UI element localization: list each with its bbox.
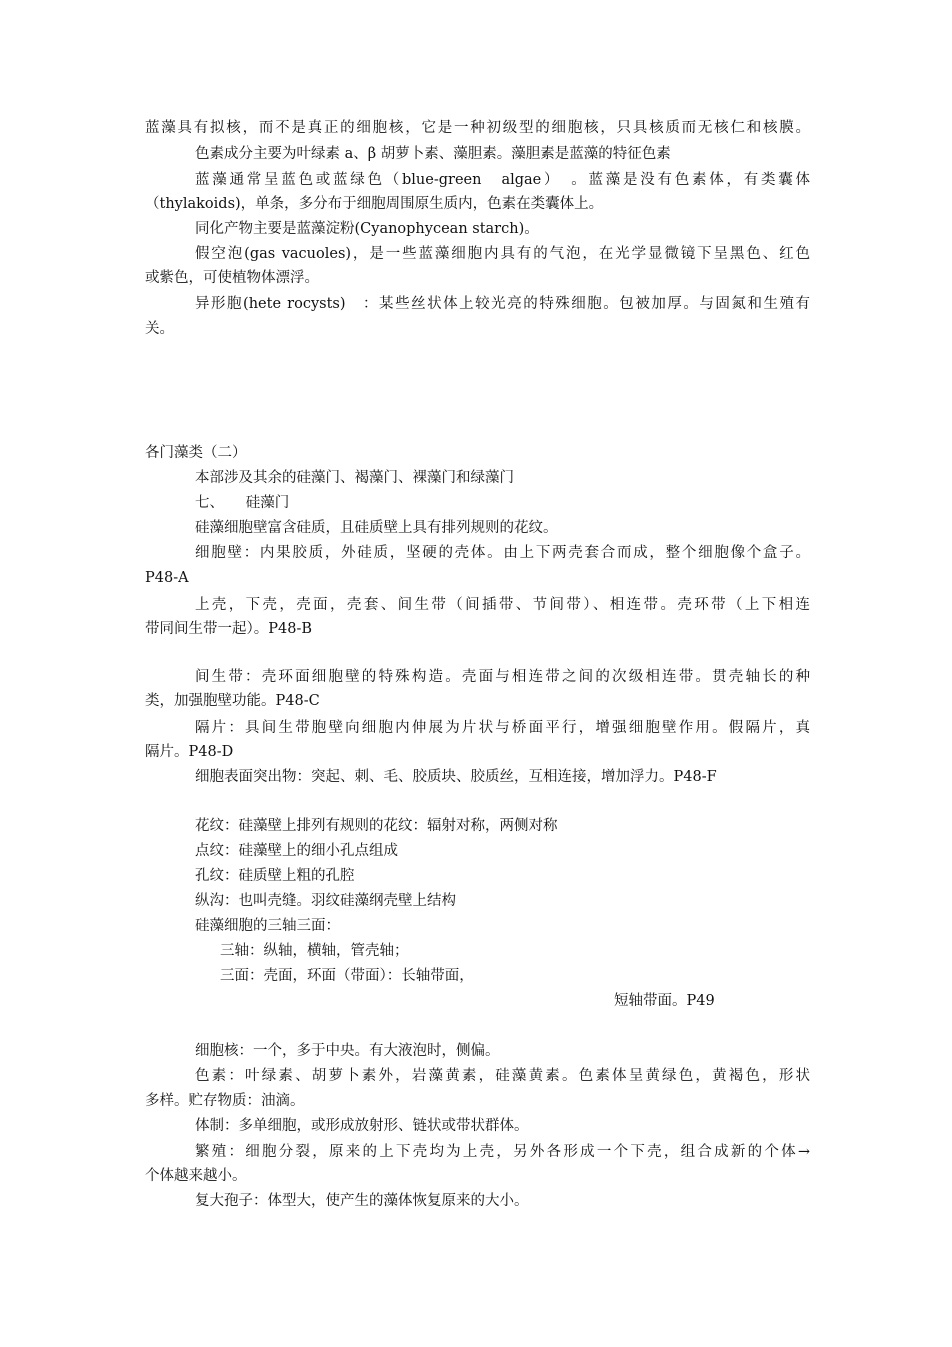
text-line: 或紫色，可使植物体漂浮。 (145, 270, 319, 286)
text-line: 孔纹：硅质壁上粗的孔腔 (195, 868, 355, 884)
text-line: 复大孢子：体型大，使产生的藻体恢复原来的大小。 (195, 1193, 529, 1209)
text-line: 假空泡(gas vacuoles)，是一些蓝藻细胞内具有的气泡，在光学显微镜下呈黑色、红色 (195, 246, 810, 262)
section-heading: 各门藻类（二） (145, 445, 247, 461)
text-line: 硅藻细胞壁富含硅质，且硅质壁上具有排列规则的花纹。 (195, 520, 558, 536)
text-line: 同化产物主要是蓝藻淀粉(Cyanophycean starch)。 (195, 221, 539, 237)
text-line: 色素：叶绿素、胡萝卜素外，岩藻黄素，硅藻黄素。色素体呈黄绿色，黄褐色，形状 (195, 1068, 810, 1084)
text-line: 三轴：纵轴，横轴，管壳轴； (220, 943, 409, 959)
text-line: 类，加强胞壁功能。P48-C (145, 693, 320, 709)
text-line: 花纹：硅藻壁上排列有规则的花纹：辐射对称，两侧对称 (195, 818, 558, 834)
text-line: 上壳，下壳，壳面，壳套、间生带（间插带、节间带）、相连带。壳环带（上下相连 (195, 597, 810, 613)
text-line: （thylakoids)，单条，多分布于细胞周围原生质内，色素在类囊体上。 (145, 196, 604, 212)
text-line: 蓝藻具有拟核，而不是真正的细胞核，它是一种初级型的细胞核，只具核质而无核仁和核膜。 (145, 120, 810, 136)
text-line: 细胞壁：内果胶质，外硅质，坚硬的壳体。由上下两壳套合而成，整个细胞像个盒子。 (195, 545, 810, 561)
text-line: 点纹：硅藻壁上的细小孔点组成 (195, 843, 398, 859)
text-line: 带同间生带一起）。P48-B (145, 621, 313, 637)
text-line: 多样。贮存物质：油滴。 (145, 1093, 305, 1109)
text-line: 三面：壳面，环面（带面）：长轴带面， (220, 968, 474, 984)
text-line: 蓝藻通常呈蓝色或蓝绿色（blue-green algae） 。蓝藻是没有色素体，有类囊体 (195, 172, 810, 188)
text-line: 体制：多单细胞，或形成放射形、链状或带状群体。 (195, 1118, 529, 1134)
text-line: 硅藻细胞的三轴三面： (195, 918, 340, 934)
text-line: 色素成分主要为叶绿素 a、β 胡萝卜素、藻胆素。藻胆素是蓝藻的特征色素 (195, 146, 671, 162)
text-line: 短轴带面。P49 (614, 993, 715, 1009)
text-line: 纵沟：也叫壳缝。羽纹硅藻纲壳壁上结构 (195, 893, 456, 909)
text-line: 细胞核：一个，多于中央。有大液泡时，侧偏。 (195, 1043, 500, 1059)
text-line: 间生带：壳环面细胞壁的特殊构造。壳面与相连带之间的次级相连带。贯壳轴长的种 (195, 669, 810, 685)
figure-reference: P48-A (145, 570, 189, 586)
text-line: 本部涉及其余的硅藻门、褐藻门、裸藻门和绿藻门 (195, 470, 514, 486)
text-line: 繁殖：细胞分裂，原来的上下壳均为上壳，另外各形成一个下壳，组合成新的个体→ (195, 1144, 810, 1160)
text-line: 关。 (145, 321, 174, 337)
text-line: 隔片。P48-D (145, 744, 234, 760)
text-line: 隔片：具间生带胞壁向细胞内伸展为片状与桥面平行，增强细胞壁作用。假隔片，真 (195, 720, 810, 736)
text-line: 细胞表面突出物：突起、刺、毛、胶质块、胶质丝，互相连接，增加浮力。P48-F (195, 769, 717, 785)
text-line: 七、 硅藻门 (195, 495, 290, 511)
text-line: 异形胞(hete rocysts) ：某些丝状体上较光亮的特殊细胞。包被加厚。与固氮和生殖有 (195, 296, 810, 312)
text-line: 个体越来越小。 (145, 1168, 247, 1184)
